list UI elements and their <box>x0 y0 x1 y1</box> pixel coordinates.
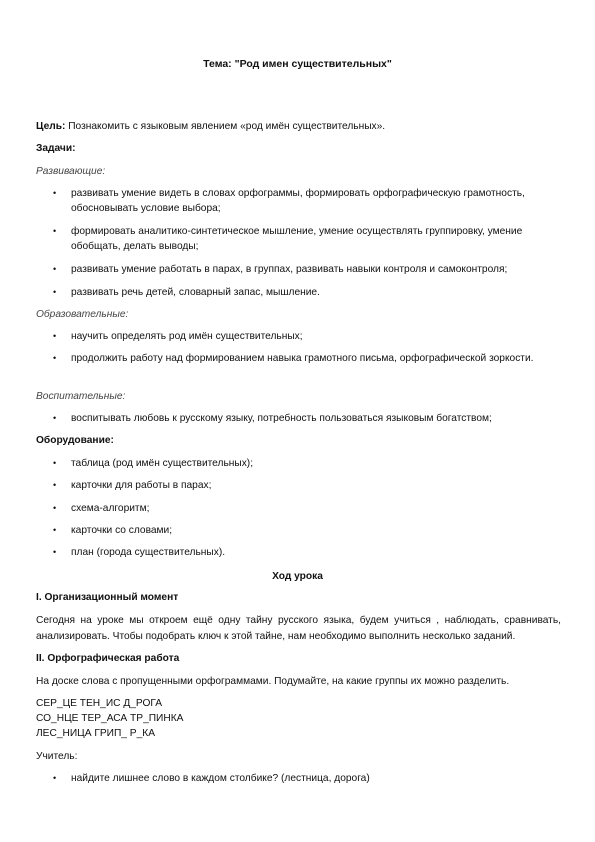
developing-heading: Развивающие: <box>36 166 106 177</box>
bullet-icon: • <box>53 413 57 423</box>
goal-line <box>36 119 556 134</box>
section2-text: На доске слова с пропущенными орфограммами. Подумайте, на какие группы их можно разделить. <box>36 676 510 687</box>
bullet-icon: • <box>53 188 57 198</box>
bullet-icon: • <box>53 503 57 513</box>
list-item: план (города существительных). <box>71 547 226 558</box>
bullet-icon: • <box>53 331 57 341</box>
list-item: воспитывать любовь к русскому языку, потребность пользоваться языковым богатством; <box>71 413 492 424</box>
educational-heading: Образовательные: <box>36 309 129 320</box>
bullet-icon: • <box>53 287 57 297</box>
list-item: карточки для работы в парах; <box>71 480 212 491</box>
list-item: развивать умение видеть в словах орфограммы, формировать орфографическую грамотность, обосновывать условие выбора; <box>71 188 525 214</box>
list-item: научить определять род имён существительных; <box>71 331 303 342</box>
bullet-icon: • <box>53 353 57 363</box>
document-title: Тема: "Род имен существительных" <box>203 58 392 70</box>
bullet-icon: • <box>53 458 57 468</box>
word-row: СО_НЦЕ ТЕР_АСА ТР_ПИНКА <box>36 713 184 724</box>
equipment-heading: Оборудование: <box>36 435 114 446</box>
upbringing-heading: Воспитательные: <box>36 391 126 402</box>
bullet-icon: • <box>53 264 57 274</box>
goal-text: Познакомить с языковым явлением «род имён существительных». <box>65 121 386 132</box>
section1-text: Сегодня на уроке мы откроем ещё одну тайну русского языка, будем учиться , наблюдать, сравнивать, анализировать. Чтобы подобрать ключ к этой тайне, нам необходимо выполнить несколько заданий. <box>36 615 561 642</box>
teacher-label: Учитель: <box>36 751 78 762</box>
section2-heading: II. Орфографическая работа <box>36 653 180 664</box>
list-item: развивать речь детей, словарный запас, мышление. <box>71 287 320 298</box>
goal-label: Цель: <box>36 121 66 132</box>
section1-heading: I. Организационный момент <box>36 592 179 603</box>
list-item: формировать аналитико-синтетическое мышление, умение осуществлять группировку, умение обобщать, делать выводы; <box>71 226 523 252</box>
bullet-icon: • <box>53 480 57 490</box>
bullet-icon: • <box>53 525 57 535</box>
list-item: найдите лишнее слово в каждом столбике? (лестница, дорога) <box>71 773 370 784</box>
bullet-icon: • <box>53 226 57 236</box>
word-row: ЛЕС_НИЦА ГРИП_ Р_КА <box>36 728 155 739</box>
tasks-heading: Задачи: <box>36 143 76 154</box>
list-item: развивать умение работать в парах, в группах, развивать навыки контроля и самоконтроля; <box>71 264 508 275</box>
bullet-icon: • <box>53 547 57 557</box>
list-item: продолжить работу над формированием навыка грамотного письма, орфографической зоркости. <box>71 353 534 364</box>
lesson-heading: Ход урока <box>272 571 323 582</box>
bullet-icon: • <box>53 773 57 783</box>
list-item: схема-алгоритм; <box>71 503 150 514</box>
word-row: СЕР_ЦЕ ТЕН_ИС Д_РОГА <box>36 698 163 709</box>
list-item: таблица (род имён существительных); <box>71 458 254 469</box>
list-item: карточки со словами; <box>71 525 173 536</box>
